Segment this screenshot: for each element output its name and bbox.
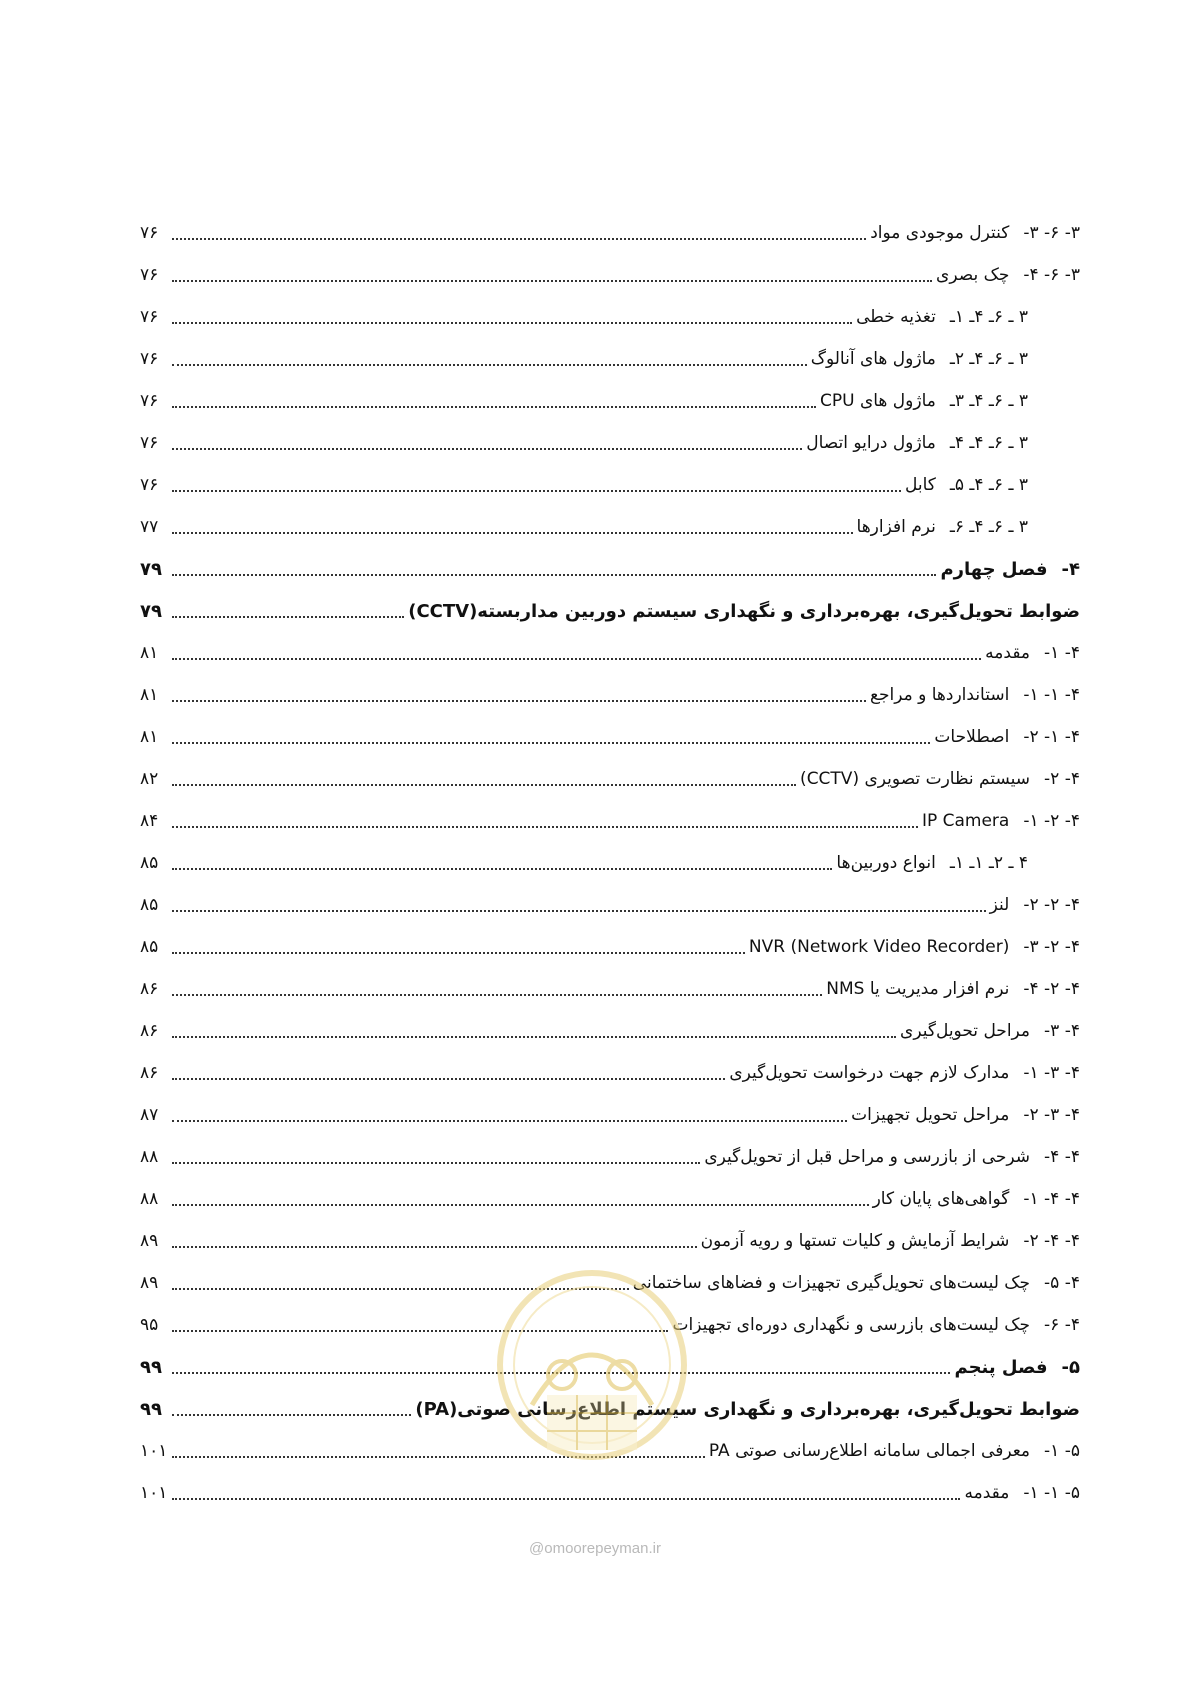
toc-leader-dots [172,238,866,240]
toc-entry-number: ۴- ۲- ۱- [1023,811,1080,831]
toc-entry [140,254,1080,296]
toc-entry-number: ۵- ۱- [1044,1441,1080,1461]
toc-entry [140,968,1080,1010]
toc-entry [140,548,1080,590]
toc-entry [140,464,1080,506]
toc-leader-dots [172,448,802,450]
toc-leader-dots [172,994,822,996]
toc-entry-number: ۳ ـ ۶ـ ۴ـ ۵ـ [949,475,1028,495]
toc-entry-title: فصل چهارم [940,558,1048,580]
toc-leader-dots [172,700,866,702]
toc-entry-number: ۳- ۶- ۳- [1023,223,1080,243]
toc-entry [140,1136,1080,1178]
toc-entry-number: ۴- ۲- ۳- [1023,937,1080,957]
toc-entry [140,1094,1080,1136]
toc-entry-title: استانداردها و مراجع [869,685,1010,705]
toc-entry-page: ۸۶ [140,979,159,999]
toc-entry-title: ماژول های CPU [819,391,936,411]
toc-entry-page: ۸۵ [140,895,159,915]
toc-entry-page: ۷۶ [140,475,159,495]
toc-entry-number: ۳ ـ ۶ـ ۴ـ ۱ـ [949,307,1028,327]
toc-leader-dots [172,280,932,282]
toc-entry-page: ۷۷ [140,517,159,537]
toc-entry-page: ۱۰۱ [140,1483,168,1503]
toc-entry [140,590,1080,632]
toc-entry-number: ۴- ۴- [1044,1147,1080,1167]
toc-entry-number: ۴- ۶- [1044,1315,1080,1335]
toc-entry-number: ۴- ۳- [1044,1021,1080,1041]
toc-leader-dots [172,616,404,618]
toc-entry-title: IP Camera [921,811,1010,831]
toc-entry-page: ۷۹ [140,600,162,622]
toc-entry-number: ۴ ـ ۲ـ ۱ـ ۱ـ [949,853,1028,873]
toc-entry [140,506,1080,548]
toc-entry-title: ضوابط تحویل‌گیری، بهره‌برداری و نگهداری سیستم دوربین مداربسته(CCTV) [408,600,1080,622]
toc-entry-title: چک لیست‌های تحویل‌گیری تجهیزات و فضاهای ساختمانی [632,1273,1031,1293]
toc-entry-title: اصطلاحات [934,727,1010,747]
toc-leader-dots [172,1162,700,1164]
toc-entry-title: ضوابط تحویل‌گیری، بهره‌برداری و نگهداری سیستم اطلاع‌رسانی صوتی(PA) [415,1398,1080,1420]
toc-entry-title: مراحل تحویل‌گیری [900,1021,1031,1041]
toc-entry-number: ۳ ـ ۶ـ ۴ـ ۶ـ [949,517,1028,537]
toc-entry-page: ۸۲ [140,769,159,789]
toc-entry-page: ۷۶ [140,433,159,453]
toc-entry [140,212,1080,254]
toc-entry [140,674,1080,716]
toc-leader-dots [172,1414,411,1416]
toc-leader-dots [172,1120,847,1122]
toc-entry-title: انواع دوربین‌ها [836,853,936,873]
toc-entry-page: ۸۸ [140,1147,159,1167]
toc-entry-page: ۸۴ [140,811,159,831]
watermark-url: @omoorepeyman.ir [529,1540,661,1557]
toc-entry-number: ۳ ـ ۶ـ ۴ـ ۴ـ [949,433,1028,453]
toc-entry-page: ۷۶ [140,349,159,369]
toc-leader-dots [172,1498,960,1500]
watermark-logo [492,1265,692,1485]
toc-leader-dots [172,868,832,870]
toc-entry [140,422,1080,464]
toc-entry-page: ۷۶ [140,307,159,327]
toc-leader-dots [172,490,901,492]
toc-entry-title: نرم افزارها [856,517,936,537]
toc-entry-title: گواهی‌های پایان کار [872,1189,1010,1209]
toc-entry [140,800,1080,842]
toc-leader-dots [172,406,816,408]
toc-entry-number: ۴- ۴- ۱- [1023,1189,1080,1209]
toc-leader-dots [172,574,936,576]
toc-entry-number: ۴- ۲- [1044,769,1080,789]
toc-entry-number: ۵- ۱- ۱- [1023,1483,1080,1503]
toc-entry-title: کابل [904,475,936,495]
toc-entry [140,338,1080,380]
toc-entry-title: شرحی از بازرسی و مراحل قبل از تحویل‌گیری [704,1147,1031,1167]
toc-entry [140,380,1080,422]
toc-entry-page: ۸۵ [140,853,159,873]
toc-entry-title: سیستم نظارت تصویری (CCTV) [800,769,1031,789]
toc-entry-number: ۴- ۲- ۲- [1023,895,1080,915]
toc-entry-number: ۴- ۳- ۱- [1023,1063,1080,1083]
toc-entry-title: چک لیست‌های بازرسی و نگهداری دوره‌ای تجهیزات [672,1315,1031,1335]
toc-entry [140,926,1080,968]
toc-entry-page: ۷۹ [140,558,162,580]
toc-entry-page: ۸۱ [140,727,159,747]
toc-entry-title: ماژول درایو اتصال [806,433,936,453]
toc-entry-page: ۹۹ [140,1356,162,1378]
toc-entry-title: کنترل موجودی مواد [870,223,1010,243]
toc-entry-number: ۴- ۳- ۲- [1023,1105,1080,1125]
toc-entry-page: ۷۶ [140,391,159,411]
toc-leader-dots [172,1204,869,1206]
toc-entry-page: ۸۶ [140,1021,159,1041]
toc-entry-number: ۳ ـ ۶ـ ۴ـ ۲ـ [949,349,1028,369]
toc-entry [140,1178,1080,1220]
toc-leader-dots [172,952,745,954]
toc-entry-number: ۴- ۴- ۲- [1023,1231,1080,1251]
toc-entry-page: ۸۱ [140,685,159,705]
toc-entry-number: ۴- ۱- ۱- [1023,685,1080,705]
toc-entry-number: ۴- ۵- [1044,1273,1080,1293]
toc-entry [140,884,1080,926]
toc-entry-number: ۳ ـ ۶ـ ۴ـ ۳ـ [949,391,1028,411]
toc-leader-dots [172,910,986,912]
toc-entry [140,716,1080,758]
toc-leader-dots [172,658,981,660]
toc-leader-dots [172,322,852,324]
toc-leader-dots [172,1246,697,1248]
toc-entry-page: ۹۹ [140,1398,162,1420]
toc-entry [140,842,1080,884]
toc-entry [140,1010,1080,1052]
toc-entry [140,296,1080,338]
toc-entry-number: ۴- ۲- ۴- [1023,979,1080,999]
toc-entry [140,1220,1080,1262]
toc-entry-number: ۴- [1061,558,1080,580]
toc-entry-page: ۸۷ [140,1105,159,1125]
toc-entry-title: مقدمه [964,1483,1010,1503]
toc-leader-dots [172,826,918,828]
toc-leader-dots [172,532,853,534]
toc-entry-title: مقدمه [985,643,1031,663]
toc-leader-dots [172,364,807,366]
toc-entry-title: مدارک لازم جهت درخواست تحویل‌گیری [729,1063,1010,1083]
toc-entry-page: ۸۱ [140,643,159,663]
toc-leader-dots [172,784,796,786]
toc-entry-page: ۸۹ [140,1231,159,1251]
toc-entry-number: ۵- [1061,1356,1080,1378]
toc-entry-title: نرم افزار مدیریت یا NMS [826,979,1010,999]
toc-leader-dots [172,1078,725,1080]
toc-leader-dots [172,742,930,744]
toc-entry-page: ۷۶ [140,223,159,243]
toc-entry-title: معرفی اجمالی سامانه اطلاع‌رسانی صوتی PA [708,1441,1031,1461]
toc-leader-dots [172,1036,896,1038]
toc-entry-title: لنز [989,895,1010,915]
toc-entry-title: ماژول های آنالوگ [810,349,936,369]
toc-entry-number: ۴- ۱- [1044,643,1080,663]
toc-entry-page: ۹۵ [140,1315,159,1335]
toc-entry-page: ۷۶ [140,265,159,285]
toc-entry-title: مراحل تحویل تجهیزات [851,1105,1010,1125]
toc-entry-title: تغذیه خطی [856,307,936,327]
toc-entry-number: ۴- ۱- ۲- [1023,727,1080,747]
toc-entry-title: فصل پنجم [954,1356,1048,1378]
toc-entry-page: ۱۰۱ [140,1441,168,1461]
toc-entry-page: ۸۵ [140,937,159,957]
toc-entry [140,758,1080,800]
toc-entry-page: ۸۶ [140,1063,159,1083]
toc-entry-page: ۸۹ [140,1273,159,1293]
toc-entry-title: NVR (Network Video Recorder) [748,937,1010,957]
toc-entry-number: ۳- ۶- ۴- [1023,265,1080,285]
toc-entry [140,632,1080,674]
toc-entry [140,1052,1080,1094]
toc-entry-title: شرایط آزمایش و کلیات تستها و رویه آزمون [700,1231,1010,1251]
toc-entry-title: چک بصری [936,265,1010,285]
toc-entry-page: ۸۸ [140,1189,159,1209]
